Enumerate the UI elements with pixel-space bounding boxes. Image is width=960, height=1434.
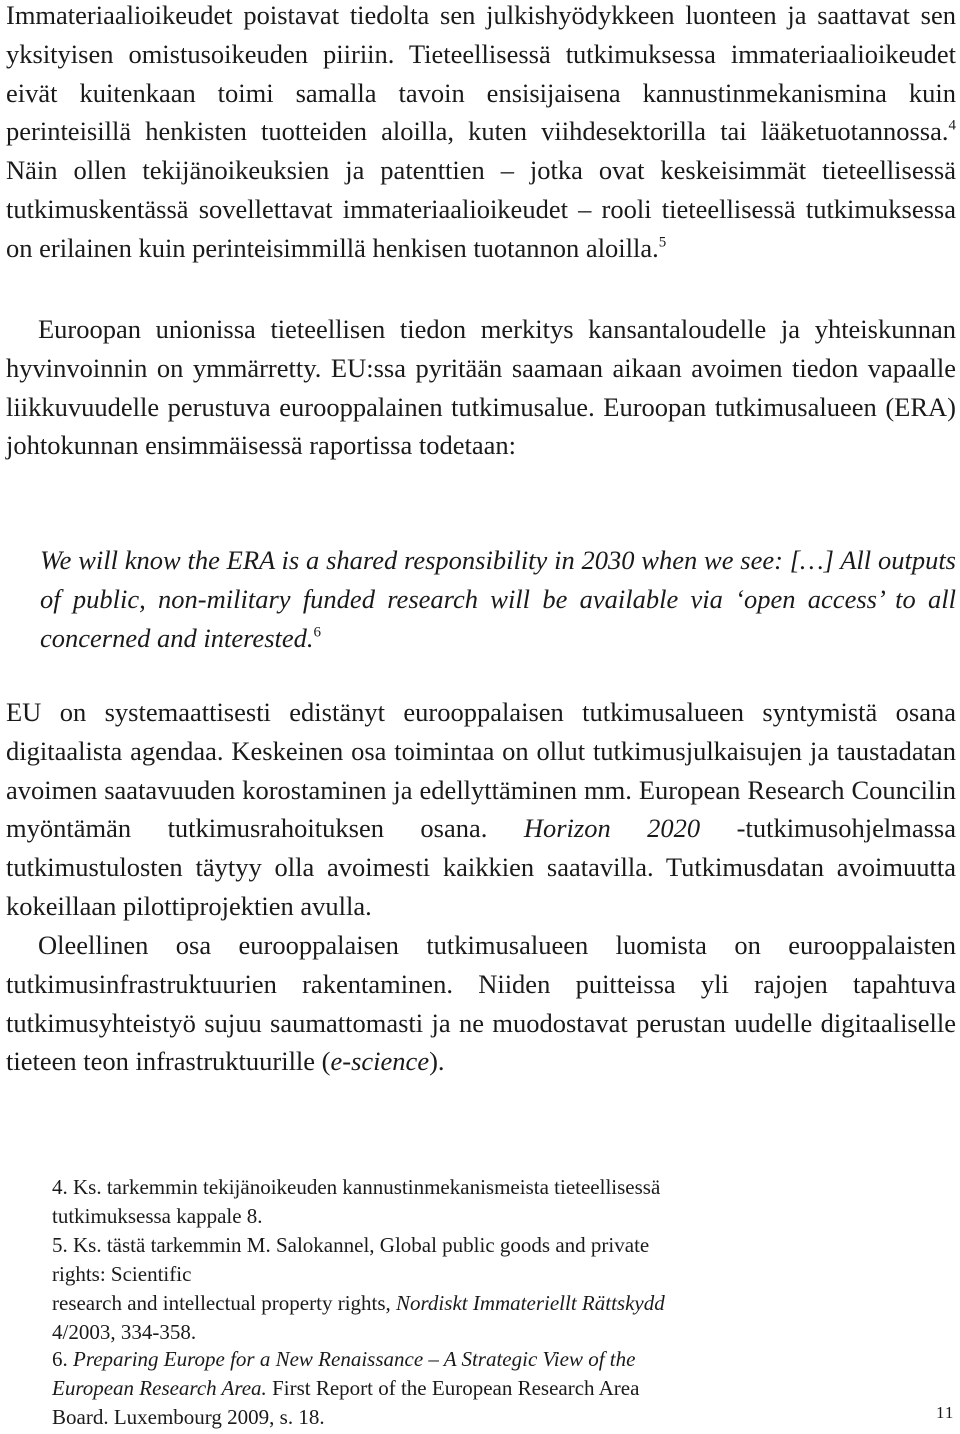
footnote-line: tutkimuksessa kappale 8. xyxy=(52,1204,263,1228)
paragraph-text: Oleellinen osa eurooppalaisen tutkimusalueen luomista on eurooppalaisten tutkimusinfrastruktuurien rakentaminen. Niiden puitteissa yli rajojen tapahtuva tutkimusyhteistyö sujuu saumattomasti ja ne muodostavat perustan uudelle digitaaliselle tieteen teon infrastruktuurille ( xyxy=(6,930,956,1077)
body-paragraph-2 xyxy=(6,310,956,465)
footnote-line xyxy=(52,1374,872,1403)
page-number: 11 xyxy=(936,1403,955,1422)
quote-text: We will know the ERA is a shared responsibility in 2030 when we see: […] All outputs of public, non-military funded research will be available via ‘open access’ to all concerned and interested. xyxy=(40,545,956,653)
term-e-science: e-science xyxy=(330,1046,430,1077)
footnote-4 xyxy=(52,1173,872,1231)
footnote-line: rights: Scientific xyxy=(52,1262,192,1286)
footnote-line: 5. Ks. tästä tarkemmin M. Salokannel, Global public goods and private xyxy=(52,1233,650,1257)
report-title: European Research Area. xyxy=(52,1376,267,1400)
paragraph-text: Euroopan unionissa tieteellisen tiedon merkitys kansantaloudelle ja yhteiskunnan hyvinvoinnin on ymmärretty. EU:ssa pyritään saamaan aikaan avoimen tiedon vapaalle liikkuvuudelle perustuva eurooppalainen tutkimusalue. Euroopan tutkimusalueen (ERA) johtokunnan ensimmäisessä raportissa todetaan: xyxy=(6,314,956,461)
footnote-line xyxy=(52,1289,872,1318)
body-paragraph-4 xyxy=(6,926,956,1081)
footnote-reference-4[interactable]: 4 xyxy=(948,117,956,134)
report-title: Preparing Europe for a New Renaissance – A Strategic View of the xyxy=(73,1347,636,1371)
footnote-reference-5[interactable]: 5 xyxy=(658,234,667,251)
body-paragraph-1 xyxy=(6,0,956,268)
paragraph-text: EU on systemaattisesti edistänyt eurooppalaisen tutkimusalueen syntymistä osana digitaalista agendaa. Keskeinen osa toimintaa on ollut tutkimusjulkaisujen ja taustadatan avoimen saatavuuden korostaminen ja edellyttäminen mm. European Research Councilin myöntämän tutkimusrahoituksen osana. xyxy=(6,697,956,844)
paragraph-text: ). xyxy=(429,1046,445,1077)
footnote-text: research and intellectual property rights, xyxy=(52,1291,397,1315)
footnote-5 xyxy=(52,1231,872,1347)
footnote-text: 6. xyxy=(52,1347,73,1371)
footnote-text: First Report of the European Research Area xyxy=(266,1376,640,1400)
block-quote xyxy=(40,541,956,658)
footnote-reference-6[interactable]: 6 xyxy=(313,624,322,641)
paragraph-text: Näin ollen tekijänoikeuksien ja patenttien – jotka ovat keskeisimmät tieteellisessä tutkimuskentässä sovellettavat immateriaalioikeudet – rooli tieteellisessä tutkimuksessa on erilainen kuin perinteisimmillä henkisen tuotannon aloilla. xyxy=(6,155,956,263)
footnote-line xyxy=(52,1345,872,1374)
journal-title: Nordiskt Immateriellt Rättskydd xyxy=(396,1291,665,1315)
footnote-6 xyxy=(52,1345,872,1432)
paragraph-text: -tutkimusohjelmassa tutkimustulosten täytyy olla avoimesti kaikkien saatavilla. Tutkimusdatan avoimuutta kokeillaan pilottiprojektien avulla. xyxy=(6,813,956,921)
footnote-line: 4. Ks. tarkemmin tekijänoikeuden kannustinmekanismeista tieteellisessä xyxy=(52,1175,661,1199)
footnote-line: Board. Luxembourg 2009, s. 18. xyxy=(52,1405,325,1429)
body-paragraph-3 xyxy=(6,693,956,926)
paragraph-text: Immateriaalioikeudet poistavat tiedolta sen julkishyödykkeen luonteen ja saattavat sen yksityisen omistusoikeuden piiriin. Tieteellisessä tutkimuksessa immateriaalioikeudet eivät kuitenkaan toimi samalla tavoin ensisijaisena kannustinmekanismina kuin perinteisillä henkisten tuotteiden aloilla, kuten viihdesektorilla tai lääketuotannossa. xyxy=(6,0,956,147)
footnote-line: 4/2003, 334-358. xyxy=(52,1320,197,1344)
program-name: Horizon 2020 xyxy=(523,813,701,844)
